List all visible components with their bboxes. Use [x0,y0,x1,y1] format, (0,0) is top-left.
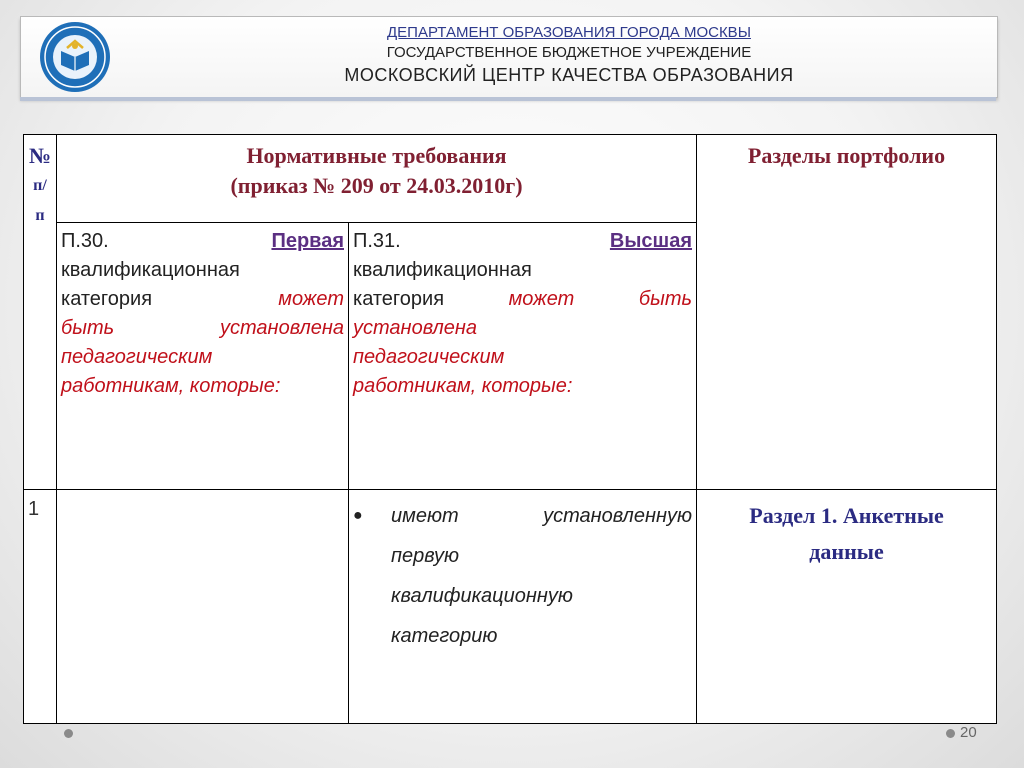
first-category-be: быть [61,317,115,339]
first-category-workers: работникам, которые: [61,375,281,397]
number-header-line2: п/ [33,177,47,194]
highest-category-set: установлена [353,317,477,339]
normative-requirements-header [57,135,697,223]
header-text [151,23,987,87]
first-category-qual: квалификационная [61,259,240,281]
list-item [353,496,692,656]
first-category-ped: педагогическим [61,346,213,368]
number-header-line3: п [35,207,45,224]
first-category-word: категория [61,288,153,310]
highest-category-ped: педагогическим [353,346,505,368]
first-category-cell [57,223,349,490]
requirement-word-3: первую [391,545,460,567]
normative-header-title: Нормативные требования [246,143,507,168]
portfolio-section-line1: Раздел 1. Анкетные [749,503,944,528]
row-number: 1 [24,490,57,724]
normative-header-order: (приказ № 209 от 24.03.2010г) [230,173,523,198]
requirement-word-4: квалификационную [391,585,573,607]
first-category-set: установлена [220,317,344,339]
highest-category-workers: работникам, которые: [353,375,573,397]
portfolio-sections-header: Разделы портфолио [697,135,997,490]
footer-dot-left [64,729,73,738]
highest-category-qual: квалификационная [353,259,532,281]
requirements-table [23,134,997,724]
first-category-point: П.30. [61,230,109,252]
first-category-may: может [278,288,344,310]
highest-category-point: П.31. [353,230,401,252]
header-line-institution-type: ГОСУДАРСТВЕННОЕ БЮДЖЕТНОЕ УЧРЕЖДЕНИЕ [386,44,752,61]
header-banner [20,16,998,98]
page-number: 20 [960,724,977,741]
highest-category-name: Высшая [609,230,693,252]
requirement-word-2: установленную [543,505,693,527]
highest-category-cell [349,223,697,490]
highest-category-may: может [508,288,575,310]
first-category-name: Первая [271,230,344,252]
bullet-icon: ● [353,507,363,524]
highest-category-be: быть [638,288,693,310]
portfolio-section-cell [697,490,997,724]
highest-category-requirement-cell [349,490,697,724]
number-symbol: № [28,143,52,168]
requirement-word-5: категорию [391,625,498,647]
institution-seal-icon [39,21,111,93]
header-line-center-name: МОСКОВСКИЙ ЦЕНТР КАЧЕСТВА ОБРАЗОВАНИЯ [344,65,794,85]
portfolio-section-line2: данные [809,539,884,564]
header-divider [20,97,996,101]
first-category-requirement-cell [57,490,349,724]
highest-category-word: категория [353,288,445,310]
header-line-department[interactable]: ДЕПАРТАМЕНТ ОБРАЗОВАНИЯ ГОРОДА МОСКВЫ [387,24,751,41]
requirement-word-1: имеют [391,505,459,527]
number-column-header [24,135,57,490]
footer-dot-right [946,729,955,738]
